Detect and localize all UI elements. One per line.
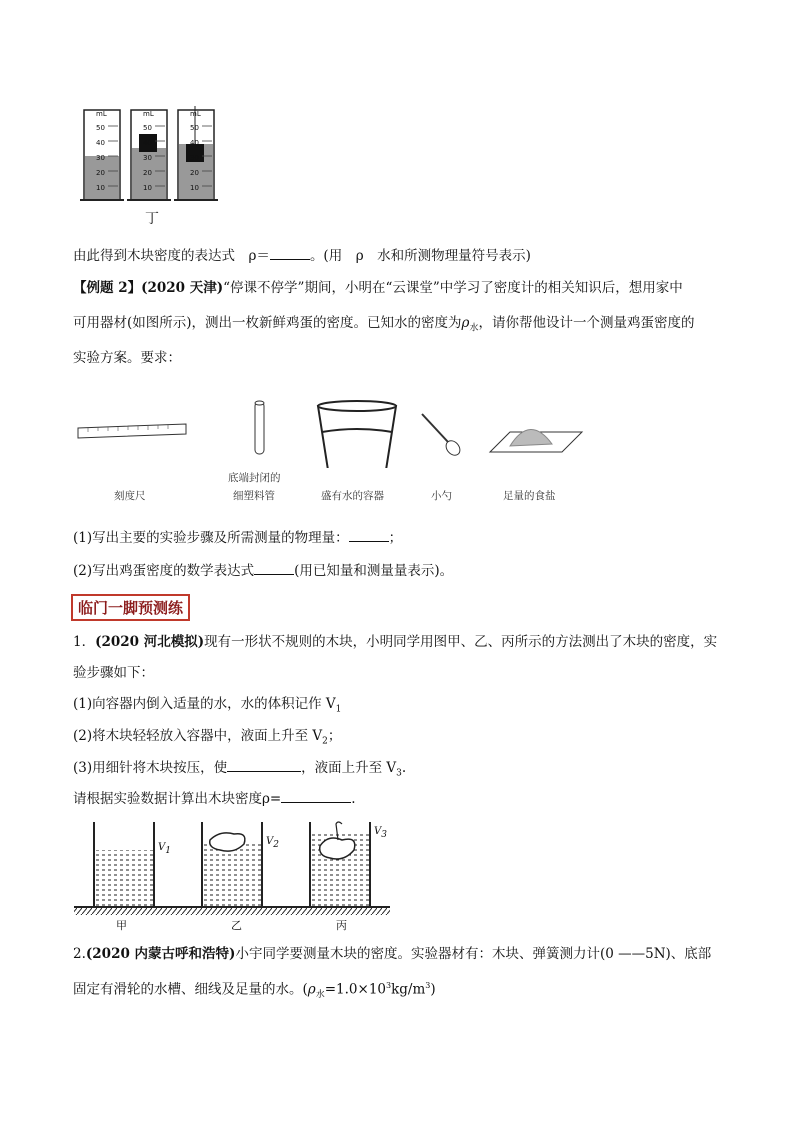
tool-label-tube-line2: 细塑料管 xyxy=(233,490,275,502)
beaker-jia xyxy=(94,822,154,907)
salt-pile-icon xyxy=(490,429,582,452)
example2-line3: 实验方案。要求： xyxy=(73,350,181,366)
cylinder-ticks-1: 50 40 30 20 10 xyxy=(96,124,105,192)
cylinder-ticks-3: 50 40 30 20 10 xyxy=(190,124,199,192)
wood-block-floating xyxy=(210,833,245,851)
cylinder-unit-3: mL xyxy=(190,110,201,118)
example2-line1: 【例题 2】(2020 天津)“停课不停学”期间，小明在“云课堂”中学习了密度计的相关知识后，想用家中 xyxy=(73,280,683,296)
beaker-bing xyxy=(310,822,370,907)
spoon-icon xyxy=(422,414,463,458)
problem1-step2: (2)将木块轻轻放入容器中，液面上升至 $V_2$； xyxy=(73,728,342,747)
beaker-v2-label: $V_2$ xyxy=(266,836,279,850)
example2-line2: 可用器材(如图所示)，测出一枚新鲜鸡蛋的密度。已知水的密度为$\rho_水$，请你帮他设计一个测量鸡蛋密度的 xyxy=(73,315,695,334)
problem1-step1: (1)向容器内倒入适量的水，水的体积记作 $V_1$ xyxy=(73,696,342,715)
figure-caption-ding: 丁 xyxy=(145,211,159,227)
beakers-figure xyxy=(72,818,402,930)
ruler-icon xyxy=(78,424,186,438)
tools-figure xyxy=(74,398,594,468)
water-container-icon xyxy=(318,401,396,468)
answer-blank[interactable] xyxy=(254,560,294,575)
problem1-step3: (3)用细针将木块按压，使 ，液面上升至 $V_3$. xyxy=(73,757,406,784)
problem1-line1: 1．(2020 河北模拟)现有一形状不规则的木块，小明同学用图甲、乙、丙所示的方法测出了木块的密度，实 xyxy=(73,634,718,650)
beaker-label-jia: 甲 xyxy=(116,919,127,932)
section-title: 临门一脚预测练 xyxy=(71,594,190,621)
tool-label-salt: 足量的食盐 xyxy=(503,490,556,502)
cylinder-unit-1: mL xyxy=(96,110,107,118)
problem1-line2: 验步骤如下： xyxy=(73,665,154,681)
beaker-label-bing: 丙 xyxy=(336,919,347,932)
answer-blank[interactable] xyxy=(270,245,310,260)
tool-label-tube-line1: 底端封闭的 xyxy=(228,472,281,484)
answer-blank[interactable] xyxy=(227,757,301,772)
answer-blank[interactable] xyxy=(281,788,351,803)
beaker-label-yi: 乙 xyxy=(231,919,242,932)
cylinder-ticks-2: 50 40 30 20 10 xyxy=(143,124,152,192)
plastic-tube-icon xyxy=(255,401,264,454)
question-1: (1)写出主要的实验步骤及所需测量的物理量： ； xyxy=(73,527,402,548)
beaker-yi xyxy=(202,822,262,907)
beaker-v1-label: $V_1$ xyxy=(158,842,171,856)
answer-blank[interactable] xyxy=(349,527,389,542)
tool-label-ruler: 刻度尺 xyxy=(114,490,146,502)
problem2-line2: 固定有滑轮的水槽、细线及足量的水。$(\rho_水=1.0\times 10^3kg/m^3)$ xyxy=(73,981,436,1001)
question-2: (2)写出鸡蛋密度的数学表达式 (用已知量和测量量表示)。 xyxy=(73,560,453,581)
problem2-line1: 2.(2020 内蒙古呼和浩特)小宇同学要测量木块的密度。实验器材有：木块、弹簧测力计(0 ——5N)、底部 xyxy=(73,946,712,962)
density-expression-line: 由此得到木块密度的表达式 ρ＝ 。(用 ρ 水和所测物理量符号表示) xyxy=(73,245,531,266)
tool-label-container: 盛有水的容器 xyxy=(321,490,384,502)
problem1-step4: 请根据实验数据计算出木块密度ρ= . xyxy=(73,788,356,809)
cylinder-unit-2: mL xyxy=(143,110,154,118)
tool-label-spoon: 小勺 xyxy=(431,490,452,502)
beaker-v3-label: $V_3$ xyxy=(374,826,387,840)
